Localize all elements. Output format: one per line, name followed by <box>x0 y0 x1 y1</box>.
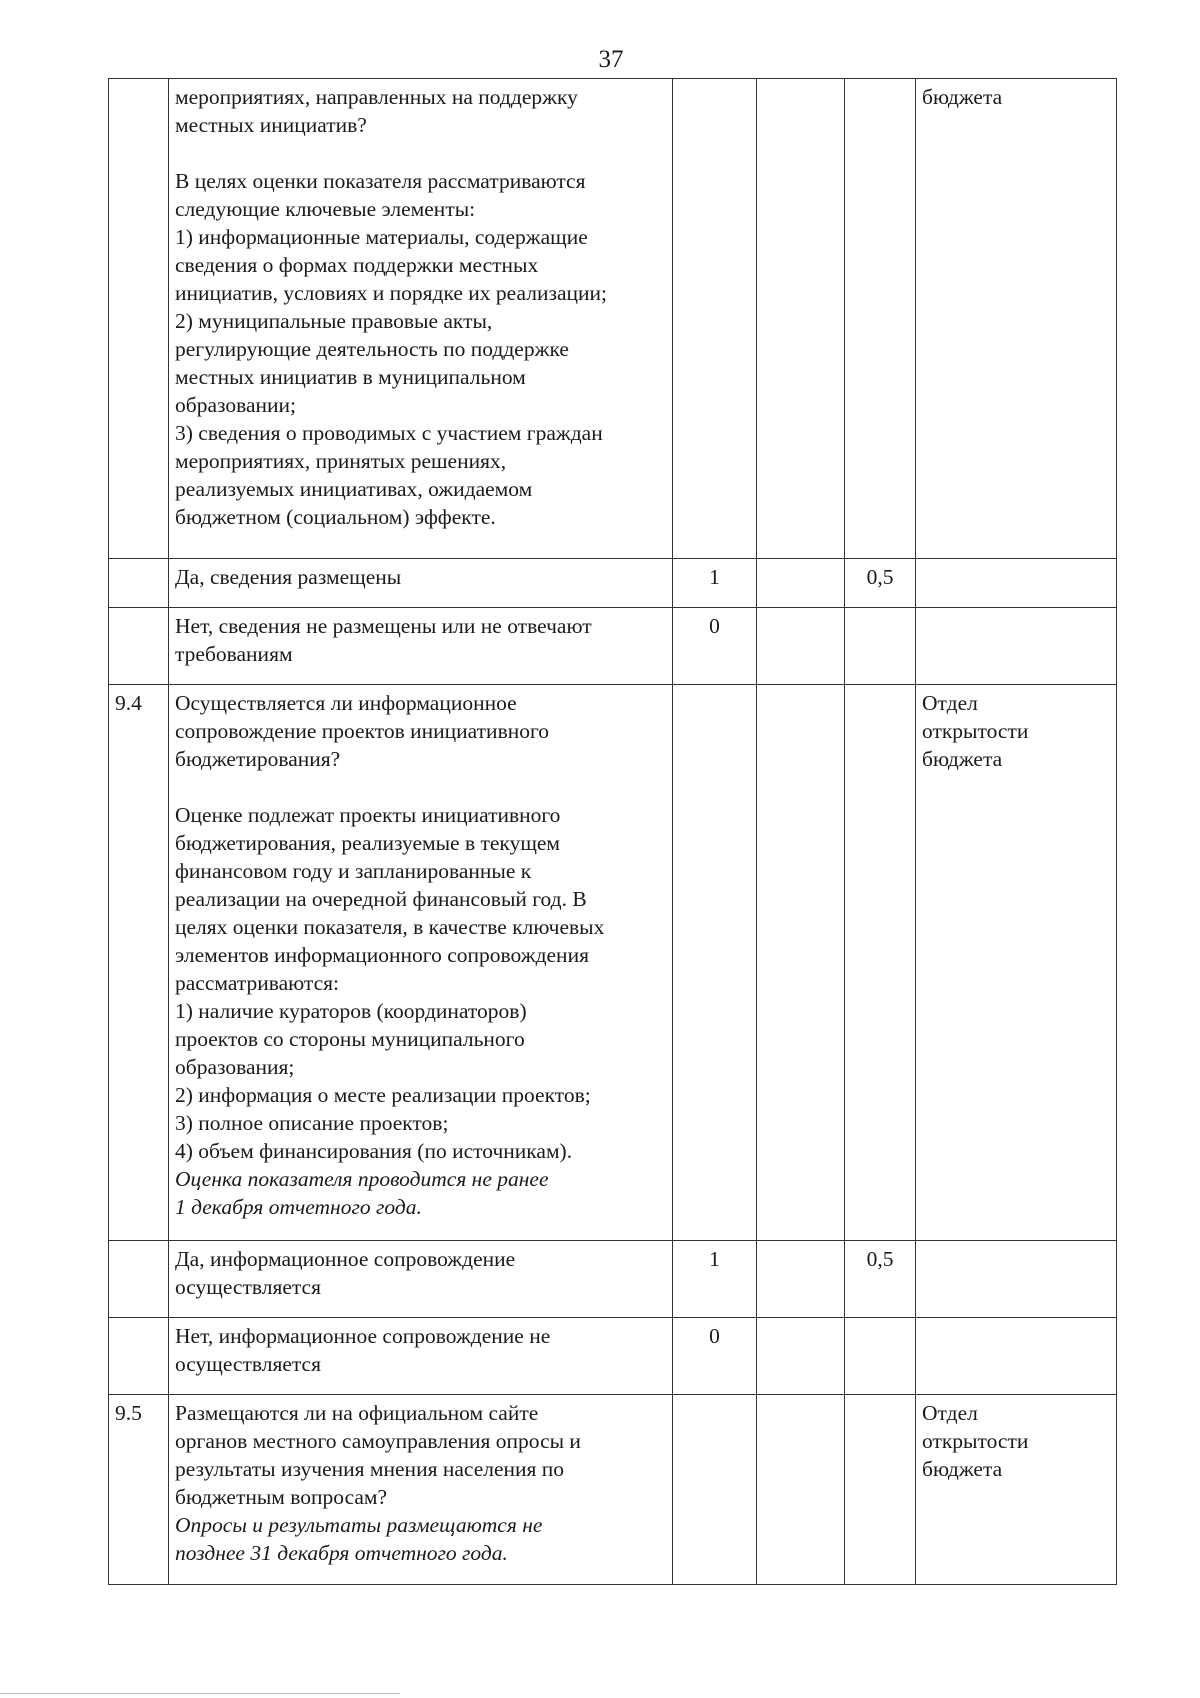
criteria-text-line: бюджетном (социальном) эффекте. <box>175 505 496 529</box>
weight-cell <box>845 685 916 1241</box>
criteria-text-line: В целях оценки показателя рассматриваются <box>175 169 586 193</box>
criteria-text-line: местных инициатив в муниципальном <box>175 365 526 389</box>
weight-cell <box>845 608 916 685</box>
answer-text-line: Нет, сведения не размещены или не отвечают <box>175 614 592 638</box>
responsible-cell <box>916 1318 1117 1395</box>
criteria-text-line: элементов информационного сопровождения <box>175 943 589 967</box>
score-cell <box>673 1395 757 1585</box>
score-cell <box>673 685 757 1241</box>
answer-text-line: Да, сведения размещены <box>175 565 402 589</box>
criteria-text-line: 2) информация о месте реализации проектов; <box>175 1083 591 1107</box>
indicator-text-line: Размещаются ли на официальном сайте <box>175 1401 539 1425</box>
indicator-text-line: бюджетным вопросам? <box>175 1485 388 1509</box>
criteria-text-line: инициатив, условиях и порядке их реализации; <box>175 281 607 305</box>
indicator-text-line: мероприятиях, направленных на поддержку <box>175 85 578 109</box>
extra-cell <box>757 559 845 608</box>
criteria-text-line: 3) полное описание проектов; <box>175 1111 449 1135</box>
answer-text-line: Да, информационное сопровождение <box>175 1247 516 1271</box>
indicator-text-cell <box>169 1395 673 1585</box>
assessment-note-line: 1 декабря отчетного года. <box>175 1195 422 1219</box>
criteria-text-line: образования; <box>175 1055 295 1079</box>
criteria-text-line: сведения о формах поддержки местных <box>175 253 539 277</box>
criteria-text-line: 1) информационные материалы, содержащие <box>175 225 588 249</box>
answer-text-cell <box>169 559 673 608</box>
answer-text-line: осуществляется <box>175 1352 321 1376</box>
extra-cell <box>757 1241 845 1318</box>
responsible-line: открытости <box>922 719 1029 743</box>
weight-cell: 0,5 <box>845 559 916 608</box>
criteria-text-line: финансовом году и запланированные к <box>175 859 532 883</box>
table-row <box>109 559 1117 608</box>
answer-text-cell <box>169 1318 673 1395</box>
weight-cell: 0,5 <box>845 1241 916 1318</box>
criteria-text-line: следующие ключевые элементы: <box>175 197 476 221</box>
indicator-number-cell <box>109 608 169 685</box>
weight-cell <box>845 1318 916 1395</box>
responsible-cell <box>916 1241 1117 1318</box>
criteria-text-line: проектов со стороны муниципального <box>175 1027 525 1051</box>
indicator-number-cell: 9.4 <box>109 685 169 1241</box>
answer-text-line: осуществляется <box>175 1275 321 1299</box>
indicator-text-line: органов местного самоуправления опросы и <box>175 1429 581 1453</box>
responsible-line: бюджета <box>922 747 1003 771</box>
indicator-text-line: результаты изучения мнения населения по <box>175 1457 565 1481</box>
criteria-text-line: Оценке подлежат проекты инициативного <box>175 803 561 827</box>
criteria-text-line: регулирующие деятельность по поддержке <box>175 337 569 361</box>
indicator-text-line: сопровождение проектов инициативного <box>175 719 550 743</box>
indicator-table <box>108 78 1117 1585</box>
answer-text-line: требованиям <box>175 642 293 666</box>
responsible-line: бюджета <box>922 1457 1003 1481</box>
indicator-number-cell <box>109 1241 169 1318</box>
criteria-text-line: рассматриваются: <box>175 971 339 995</box>
indicator-text-line: бюджетирования? <box>175 747 341 771</box>
responsible-line: Отдел <box>922 691 978 715</box>
indicator-number-cell <box>109 1318 169 1395</box>
criteria-text-line: бюджетирования, реализуемые в текущем <box>175 831 561 855</box>
table-row <box>109 1395 1117 1585</box>
criteria-text-line: мероприятиях, принятых решениях, <box>175 449 507 473</box>
criteria-text-line: образовании; <box>175 393 297 417</box>
assessment-note-line: Оценка показателя проводится не ранее <box>175 1167 549 1191</box>
indicator-number-cell: 9.5 <box>109 1395 169 1585</box>
indicator-number-cell <box>109 559 169 608</box>
extra-cell <box>757 685 845 1241</box>
scan-edge-line <box>0 1693 400 1694</box>
criteria-text-line: 4) объем финансирования (по источникам). <box>175 1139 573 1163</box>
indicator-text-cell <box>169 685 673 1241</box>
score-cell: 1 <box>673 1241 757 1318</box>
weight-cell <box>845 79 916 559</box>
assessment-note-line: Опросы и результаты размещаются не <box>175 1513 543 1537</box>
criteria-text-line: реализуемых инициативах, ожидаемом <box>175 477 533 501</box>
table-row <box>109 79 1117 559</box>
criteria-text-line: реализации на очередной финансовый год. В <box>175 887 587 911</box>
score-cell <box>673 79 757 559</box>
criteria-text-line: 2) муниципальные правовые акты, <box>175 309 493 333</box>
table-row <box>109 685 1117 1241</box>
answer-text-cell <box>169 608 673 685</box>
answer-text-line: Нет, информационное сопровождение не <box>175 1324 551 1348</box>
table-row <box>109 1241 1117 1318</box>
extra-cell <box>757 79 845 559</box>
responsible-cell <box>916 685 1117 1241</box>
responsible-cell <box>916 608 1117 685</box>
responsible-line: открытости <box>922 1429 1029 1453</box>
answer-text-cell <box>169 1241 673 1318</box>
responsible-cell <box>916 559 1117 608</box>
score-cell: 1 <box>673 559 757 608</box>
indicator-text-line: Осуществляется ли информационное <box>175 691 517 715</box>
indicator-number-cell <box>109 79 169 559</box>
responsible-cell <box>916 79 1117 559</box>
criteria-text-line: 1) наличие кураторов (координаторов) <box>175 999 527 1023</box>
score-cell: 0 <box>673 608 757 685</box>
responsible-line: Отдел <box>922 1401 978 1425</box>
assessment-note-line: позднее 31 декабря отчетного года. <box>175 1541 508 1565</box>
extra-cell <box>757 608 845 685</box>
criteria-text-line: 3) сведения о проводимых с участием граждан <box>175 421 603 445</box>
extra-cell <box>757 1318 845 1395</box>
indicator-text-line: местных инициатив? <box>175 113 367 137</box>
responsible-line: бюджета <box>922 85 1003 109</box>
responsible-cell <box>916 1395 1117 1585</box>
table-row <box>109 608 1117 685</box>
indicator-text-cell <box>169 79 673 559</box>
page-number: 37 <box>598 46 624 73</box>
criteria-text-line: целях оценки показателя, в качестве ключевых <box>175 915 605 939</box>
weight-cell <box>845 1395 916 1585</box>
extra-cell <box>757 1395 845 1585</box>
score-cell: 0 <box>673 1318 757 1395</box>
table-row <box>109 1318 1117 1395</box>
